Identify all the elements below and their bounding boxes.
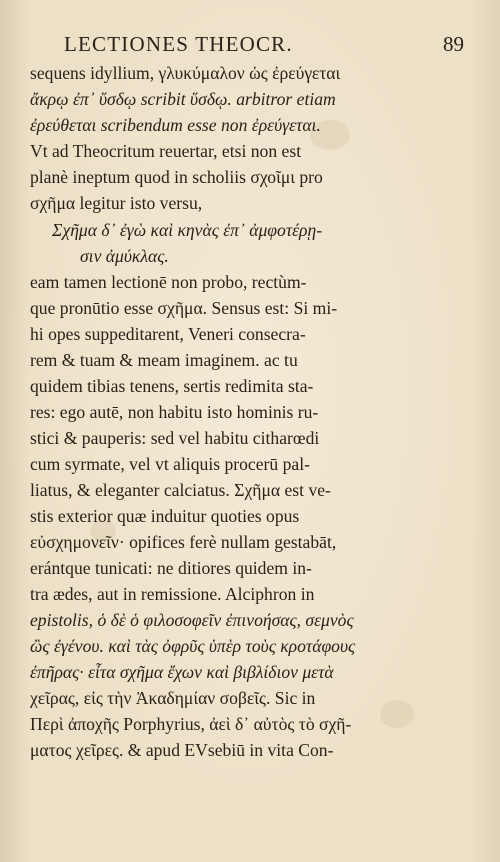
text-line: epistolis, ὁ δὲ ὁ φιλοσοφεῖν ἐπινοήσας, σεμνὸς: [30, 610, 354, 630]
text-line: ἐρεύθεται scribendum esse non ἐρεύγεται.: [30, 115, 321, 135]
text-line: stis exterior quæ induitur quoties opus: [30, 506, 300, 526]
running-title: LECTIONES THEOCR.: [64, 32, 293, 56]
text-line: quidem tibias tenens, sertis redimita sta-: [30, 376, 314, 396]
text-line: stici & pauperis: sed vel habitu citharœdi: [30, 428, 320, 448]
foxing-spot: [380, 700, 414, 728]
verse-line: Σχῆμα δ᾽ ἐγὼ καὶ κηνὰς ἐπ᾽ ἀμφοτέρῃ-: [52, 220, 323, 240]
text-line: εὐσχημονεῖν· opifices ferè nullam gestabāt,: [30, 532, 337, 552]
verse-line: σιν ἀμύκλας.: [80, 246, 169, 266]
text-line: planè ineptum quod in scholiis σχοῖμι pro: [30, 167, 323, 187]
text-line: res: ego autē, non habitu isto hominis ru-: [30, 402, 319, 422]
text-line: σχῆμα legitur isto versu,: [30, 193, 203, 213]
text-line: ματος χεῖρες. & apud EVsebiū in vita Con-: [30, 740, 334, 760]
text-line: ἄκρῳ ἐπ᾽ ὕσδῳ scribit ὕσδῳ. arbitror etiam: [30, 89, 336, 109]
text-line: erántque tunicati: ne ditiores quidem in-: [30, 558, 312, 578]
text-line: hi opes suppeditarent, Veneri consecra-: [30, 324, 306, 344]
text-line: rem & tuam & meam imaginem. ac tu: [30, 350, 298, 370]
text-line: sequens idyllium, γλυκύμαλον ὡς ἐρεύγεται: [30, 63, 341, 83]
text-line: ἐπῆρας· εἶτα σχῆμα ἔχων καὶ βιβλίδιον μετὰ: [30, 662, 334, 682]
text-line: que pronūtio esse σχῆμα. Sensus est: Si mi-: [30, 298, 338, 318]
text-line: χεῖρας, εἰς τὴν Ἀκαδημίαν σοβεῖς. Sic in: [30, 688, 316, 708]
text-line: cum syrmate, vel vt aliquis procerū pal-: [30, 454, 310, 474]
text-line: eam tamen lectionē non probo, rectùm-: [30, 272, 307, 292]
page-number: 89: [443, 32, 464, 56]
text-line: Περὶ ἀποχῆς Porphyrius, ἀεὶ δ᾽ αὐτὸς τὸ σχῆ-: [30, 714, 352, 734]
text-line: ὢς ἐγένου. καὶ τὰς ὀφρῦς ὑπὲρ τοὺς κροτάφους: [30, 636, 356, 656]
text-line: Vt ad Theocritum reuertar, etsi non est: [30, 141, 302, 161]
page-header: [64, 32, 464, 60]
text-line: liatus, & eleganter calciatus. Σχῆμα est ve-: [30, 480, 331, 500]
text-line: tra ædes, aut in remissione. Alciphron in: [30, 584, 315, 604]
